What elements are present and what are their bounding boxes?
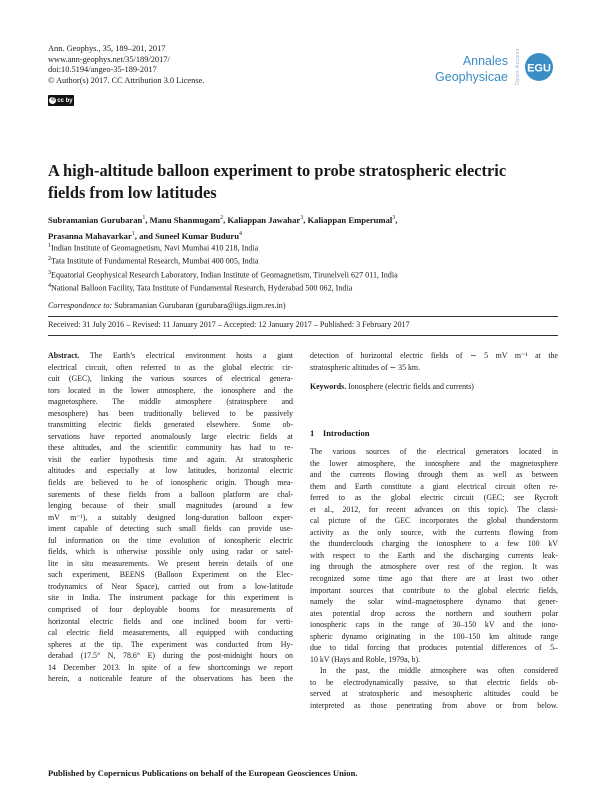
abstract-line: surements of these fields from a balloon platform are chal-: [48, 489, 293, 499]
body-line: ing through the atmosphere over rest of the region. It was: [310, 562, 558, 572]
abstract-line: mV m⁻¹), a suitably designed long-duration balloon exper-: [48, 512, 293, 522]
abstract-line: 14 December 2013. In spite of a few shortcomings we report: [48, 662, 293, 672]
body-line: The various sources of the electrical generators located in: [310, 447, 558, 456]
body-line: ferred to as the global electric circuit (GEC; see Rycroft: [310, 493, 558, 503]
body-line: cal picture of the GEC incorporates the global thunderstorm: [310, 516, 558, 526]
abstract-line: Abstract. The Earth’s electrical environment hosts a giant: [48, 351, 293, 360]
license-text: © Author(s) 2017. CC Attribution 3.0 License.: [48, 75, 205, 85]
author-affiliation-mark: 1: [142, 215, 146, 221]
abstract-line: such experiment, BEENS (Balloon Experiment on the Elec-: [48, 570, 293, 580]
body-line: spheric dynamo originating in the 100–150 km altitude range: [310, 631, 558, 641]
author-affiliation-mark: 1: [131, 230, 135, 237]
article-metadata: [48, 44, 204, 86]
abstract-line: ful information on the time evolution of ionospheric electric: [48, 535, 293, 545]
cc-icon: ©: [51, 97, 55, 103]
cc-badge-label: cc by: [57, 97, 73, 104]
correspondence-contact[interactable]: Subramanian Gurubaran (gurubara@iigs.iigm.res.in): [114, 301, 286, 310]
keywords-text: Ionosphere (electric fields and currents): [348, 382, 474, 391]
abstract-line: magnetosphere. The middle atmosphere (stratosphere and: [48, 397, 293, 407]
abstract: [48, 350, 293, 685]
affiliation-item: $^3$Equatorial Geophysical Research Laboratory, Indian Institute of Geomagnetism, Tirunelveli 627 011, India: [48, 269, 398, 280]
author-affiliation-mark: 3: [392, 215, 396, 221]
abstract-line: transmitting electric fields generated elsewhere. Some ob-: [48, 420, 293, 430]
body-line: 10 kV (Hays and Roble, 1979a, b).: [310, 654, 421, 664]
title-line: fields from low latitudes: [48, 183, 217, 202]
author-name: Subramanian Gurubaran: [48, 214, 143, 225]
correspondence-label: Correspondence to:: [48, 301, 113, 310]
keywords: [310, 382, 474, 391]
author-conjunction: and: [139, 230, 153, 241]
publication-dates: Received: 31 July 2016 – Revised: 11 January 2017 – Accepted: 12 January 2017 – Published: 3 February 2017: [48, 320, 410, 329]
abstract-line: site in India. The instrument package for this experiment is: [48, 593, 293, 603]
publisher-footer: Published by Copernicus Publications on behalf of the European Geosciences Union.: [48, 768, 358, 778]
abstract-line: spheres at the tip. The experiment was conducted from Hy-: [48, 639, 293, 649]
section-number: 1: [310, 428, 315, 438]
body-line: served at stratospheric and mesospheric altitudes could be: [310, 689, 558, 699]
correspondence: [48, 301, 286, 310]
body-line: ionospheric caps in the range of 30–150 kV and the iono-: [310, 620, 558, 630]
journal-name-line2: Geophysicae: [435, 70, 508, 84]
section-title: Introduction: [322, 428, 370, 438]
body-line: recognized some time ago that there are at least two other: [310, 574, 558, 584]
body-line: to be electrodynamically passive, so that electric fields ob-: [310, 677, 558, 687]
body-line: activity as the only source, with the currents flowing from: [310, 527, 558, 537]
egu-logo-text: EGU: [527, 62, 551, 75]
abstract-line: servations have reported anomalously large electric fields at: [48, 431, 293, 441]
affiliation-list: [48, 241, 568, 295]
abstract-line: iment capable of detecting such small fields can provide use-: [48, 524, 293, 534]
abstract-line: cal electric field measurements, all equipped with conducting: [48, 628, 293, 638]
body-line: In the past, the middle atmosphere was often considered: [320, 666, 558, 676]
abstract-line: visit the earlier hypothesis time and again. At stratospheric: [48, 454, 293, 464]
body-line: namely the solar wind–magnetosphere dynamo that gener-: [310, 597, 558, 607]
journal-logo: [430, 40, 570, 90]
abstract-line: detection of horizontal electric fields of ∼ 5 mV m⁻¹ at the: [310, 351, 558, 360]
affiliation-item: $^4$National Balloon Facility, Tata Institute of Fundamental Research, Hyderabad 500 062, India: [48, 283, 353, 293]
paper-title: [48, 160, 568, 204]
body-line: et al., 2012, for recent advances on this topic). The classi-: [310, 504, 558, 514]
abstract-line: lenging because of their small magnitudes (around a few: [48, 501, 293, 511]
abstract-line: fields, which is otherwise possible only using radar or satel-: [48, 547, 293, 557]
egu-logo-icon: [524, 52, 568, 82]
author-name: Suneel Kumar Buduru: [155, 230, 240, 241]
open-access-label: Open Access: [515, 48, 521, 86]
author-name: Prasanna Mahavarkar: [48, 230, 132, 241]
body-line: them and Earth constitute a giant electrical circuit often re-: [310, 481, 558, 491]
introduction-body: [310, 446, 558, 712]
article-url[interactable]: www.ann-geophys.net/35/189/2017/: [48, 54, 170, 64]
abstract-line: horizontal electric fields and one inclined boom for verti-: [48, 616, 293, 626]
abstract-line: stratospheric altitudes of ∼ 35 km.: [310, 362, 421, 372]
abstract-line: electrical circuit, often referred to as the global electric cir-: [48, 362, 293, 372]
abstract-line: altitudes and especially at low latitudes, horizontal electric: [48, 466, 293, 476]
abstract-line: mesosphere) has been traditionally believed to be passively: [48, 408, 293, 418]
article-doi[interactable]: doi:10.5194/angeo-35-189-2017: [48, 65, 157, 75]
author-name: Kaliappan Emperumal: [307, 214, 393, 225]
body-line: due to tidal forcing that produces potential differences of 5–: [310, 643, 558, 653]
title-line: A high-altitude balloon experiment to probe stratospheric electric: [48, 161, 507, 180]
affiliation-item: $^1$Indian Institute of Geomagnetism, Navi Mumbai 410 218, India: [48, 243, 259, 253]
author-list: Subramanian Gurubaran$^1$, Manu Shanmugam$^2$, Kaliappan Jawahar$^3$, Kaliappan Emperumal$^3$, Prasanna Mahavarkar$^1$, and Suneel Kumar Buduru$^4$: [48, 214, 398, 241]
abstract-line: derabad (17.5° N, 78.6° E) during the post-midnight hours on: [48, 651, 293, 661]
author-affiliation-mark: 3: [300, 215, 304, 221]
abstract-line: these altitudes, and the scientific community has had to re-: [48, 443, 293, 453]
affiliation-item: $^2$Tata Institute of Fundamental Research, Mumbai 400 005, India: [48, 256, 259, 267]
author-affiliation-mark: 2: [220, 215, 224, 221]
body-line: with respect to the Earth and the discharging currents leak-: [310, 550, 558, 560]
journal-reference: Ann. Geophys., 35, 189–201, 2017: [48, 44, 166, 53]
abstract-line: comprised of four deployable booms for measurements of: [48, 605, 293, 615]
abstract-continuation: [310, 350, 558, 373]
abstract-line: tors located in the lower atmosphere, the ionosphere and the: [48, 385, 293, 395]
cc-license-badge[interactable]: [48, 95, 74, 106]
body-line: interpreted as those penetrating from above or from below.: [310, 701, 558, 711]
divider: [48, 335, 558, 336]
body-line: the lower atmosphere, the ionosphere and the magnetosphere: [310, 458, 558, 468]
abstract-line: lite in situ measurements. We present herein details of one: [48, 558, 293, 568]
abstract-line: fields are believed to be of ionospheric origin. Though mea-: [48, 478, 293, 488]
divider: [48, 316, 558, 317]
author-name: Kaliappan Jawahar: [227, 214, 301, 225]
abstract-line: trodynamics of Near Space), carried out from a low-latitude: [48, 581, 293, 591]
abstract-line: herein, a noticeable feature of the observations has been the: [48, 674, 293, 684]
body-line: important sources that contribute to the global electric fields,: [310, 585, 558, 595]
author-name: Manu Shanmugam: [149, 214, 221, 225]
body-line: the thunderclouds charging the ionosphere to a few 100 kV: [310, 539, 558, 549]
author-affiliation-mark: 4: [239, 230, 243, 237]
body-line: ates potential drop across the northern and southern polar: [310, 608, 558, 618]
journal-name-line1: Annales: [462, 54, 508, 68]
abstract-label: Abstract.: [48, 351, 80, 360]
body-line: and the currents flowing through them as well as between: [310, 470, 558, 480]
abstract-line: cuit (GEC), linking the various sources of electrical genera-: [48, 374, 293, 384]
keywords-label: Keywords.: [310, 382, 347, 391]
section-heading: [310, 428, 370, 438]
